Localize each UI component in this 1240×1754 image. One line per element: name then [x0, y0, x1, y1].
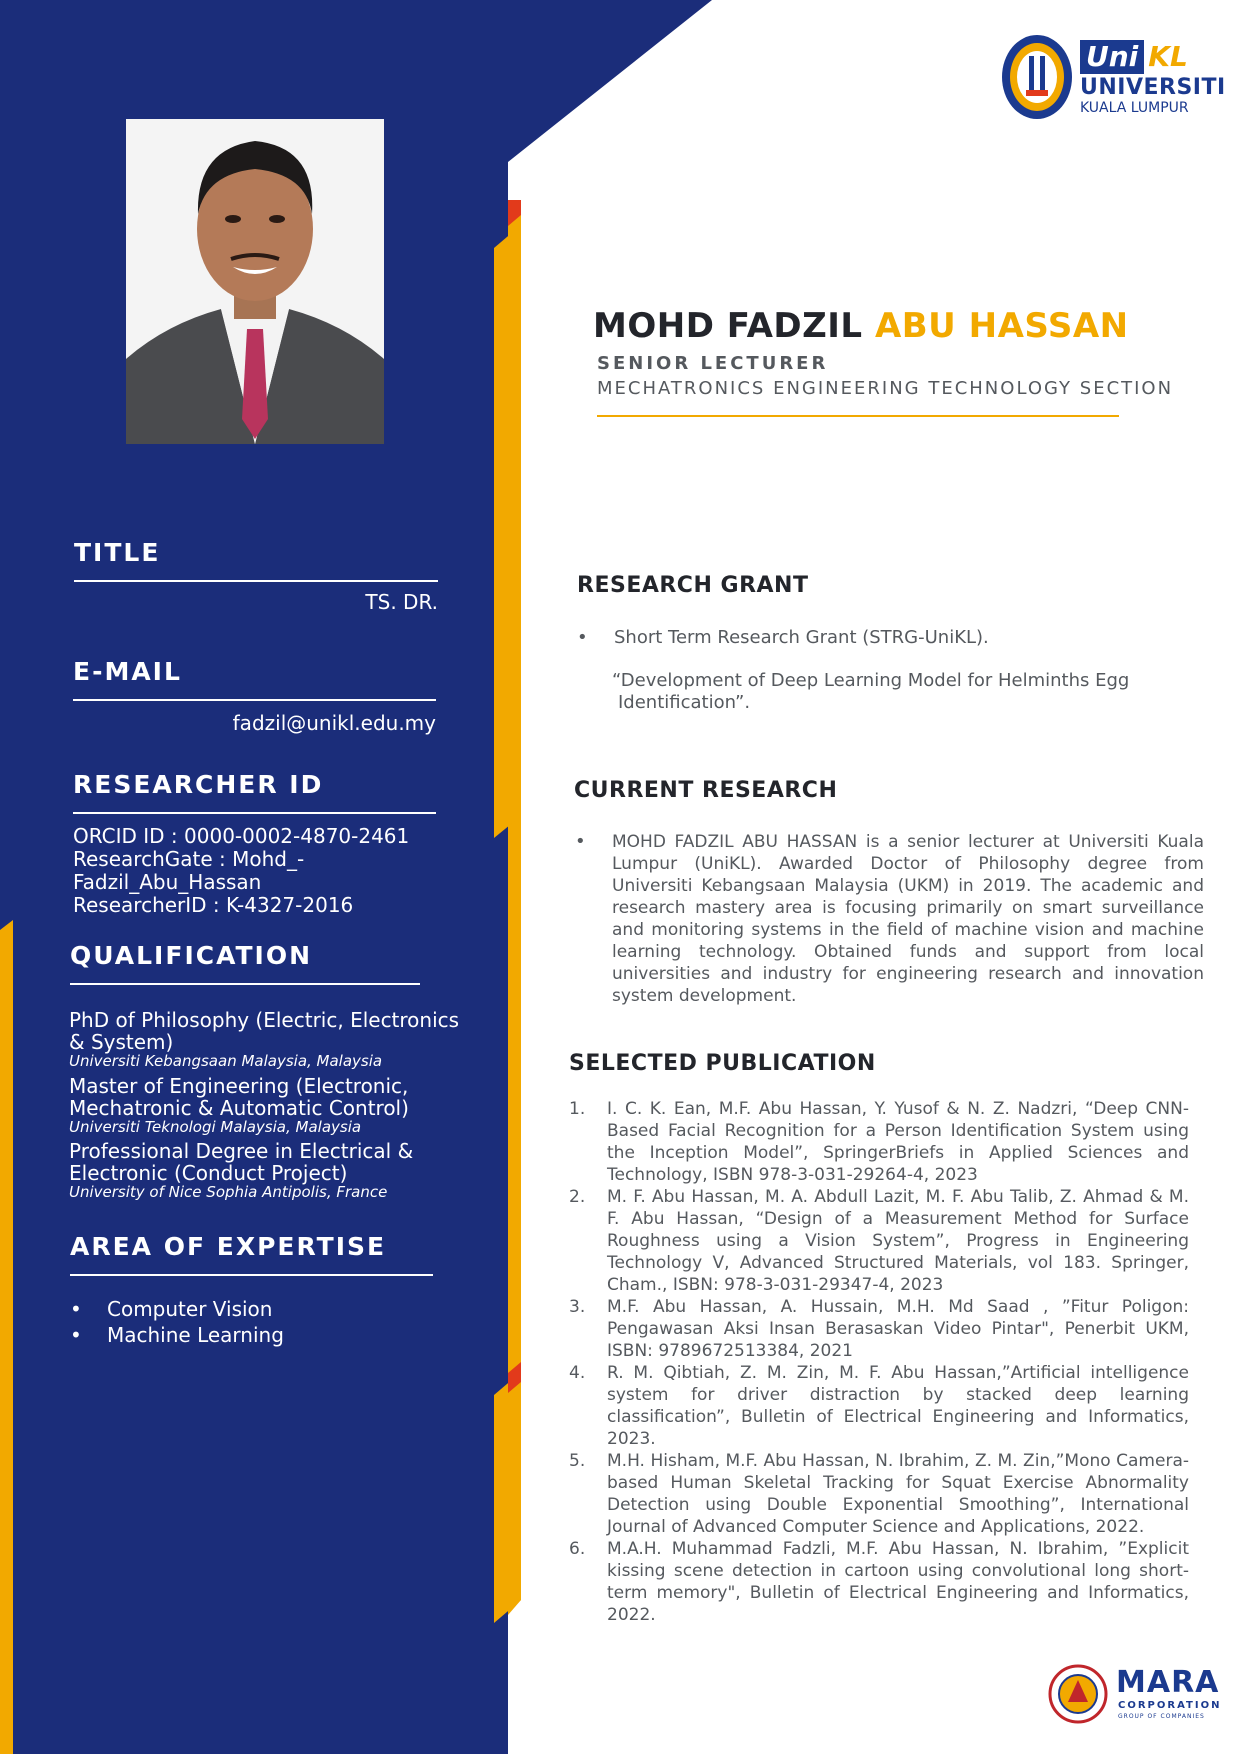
name-first: MOHD FADZIL: [593, 306, 863, 346]
research-grant-heading: RESEARCH GRANT: [577, 573, 809, 598]
qualification-rule: [70, 983, 420, 985]
current-research-heading: CURRENT RESEARCH: [574, 778, 838, 803]
yellow-edge-block-bottom: [494, 1372, 521, 1623]
bullet-icon: •: [577, 627, 588, 648]
publication-text: R. M. Qibtiah, Z. M. Zin, M. F. Abu Hassan,”Artificial intelligence system for driver distraction by stacked deep learning classification”, Bulletin of Electrical Engineering and Informatics, 2023.: [607, 1363, 1189, 1449]
profile-photo: [126, 119, 384, 444]
name-last: ABU HASSAN: [874, 306, 1129, 346]
unikl-mark: Uni: [1080, 40, 1144, 74]
list-item: 6. M.A.H. Muhammad Fadzli, M.F. Abu Hassan, N. Ibrahim, ”Explicit kissing scene detection in cartoon using convolutional long short-term memory", Bulletin of Electrical Engineering and Informatics, 2022.: [569, 1539, 1189, 1625]
publication-text: M.F. Abu Hassan, A. Hussain, M.H. Md Saad , ”Fitur Poligon: Pengawasan Aksi Insan Berasaskan Video Pintar", Penerbit UKM, ISBN: 9789672513384, 2021: [607, 1297, 1189, 1361]
researcherid-line: ResearcherID : K-4327-2016: [73, 893, 354, 917]
researchgate-line-1: ResearchGate : Mohd_-: [73, 847, 305, 871]
mara-corp: CORPORATION: [1118, 1700, 1222, 1711]
researchgate-line-2: Fadzil_Abu_Hassan: [73, 870, 262, 894]
profile-name: [593, 306, 1129, 346]
grant-title-line1: “Development of Deep Learning Model for Helminths Egg: [612, 670, 1130, 691]
expertise-item: Machine Learning: [107, 1323, 284, 1347]
grant-item: Short Term Research Grant (STRG-UniKL).: [614, 627, 989, 648]
qualification-degree: Professional Degree in Electrical & Electronic (Conduct Project): [69, 1139, 414, 1185]
mara-word: MARA: [1116, 1665, 1220, 1700]
list-item: 4. R. M. Qibtiah, Z. M. Zin, M. F. Abu Hassan,”Artificial intelligence system for driver distraction by stacked deep learning classification”, Bulletin of Electrical Engineering and Informatics, 2023.: [569, 1363, 1189, 1449]
expertise-heading: AREA OF EXPERTISE: [70, 1232, 387, 1261]
publication-text: I. C. K. Ean, M.F. Abu Hassan, Y. Yusof & N. Z. Nadzri, “Deep CNN-Based Facial Recognition for a Person Identification System using the Inception Model”, SpringerBriefs in Applied Sciences and Technology, ISBN 978-3-031-29264-4, 2023: [607, 1099, 1189, 1185]
unikl-seal-icon: [1001, 34, 1073, 120]
qualification-item: [69, 1140, 449, 1201]
qualification-item: [69, 1009, 474, 1070]
unikl-line2: KUALA LUMPUR: [1080, 100, 1189, 116]
qualification-degree: PhD of Philosophy (Electric, Electronics & System): [69, 1008, 460, 1054]
orcid-line: ORCID ID : 0000-0002-4870-2461: [73, 824, 410, 848]
list-item: 5. M.H. Hisham, M.F. Abu Hassan, N. Ibrahim, Z. M. Zin,”Mono Camera-based Human Skeletal Tracking for Squat Exercise Abnormality Detection using Double Exponential Smoothing”, International Journal of Advanced Computer Science and Applications, 2022.: [569, 1451, 1189, 1537]
list-item: 3. M.F. Abu Hassan, A. Hussain, M.H. Md Saad , ”Fitur Poligon: Pengawasan Aksi Insan Berasaskan Video Pintar", Penerbit UKM, ISBN: 9789672513384, 2021: [569, 1297, 1189, 1361]
expertise-item: Computer Vision: [107, 1297, 273, 1321]
researcher-id-rule: [73, 812, 436, 814]
unikl-line1: UNIVERSITI: [1080, 75, 1226, 100]
list-item: 1. I. C. K. Ean, M.F. Abu Hassan, Y. Yusof & N. Z. Nadzri, “Deep CNN-Based Facial Recognition for a Person Identification System using the Inception Model”, SpringerBriefs in Applied Sciences and Technology, ISBN 978-3-031-29264-4, 2023: [569, 1099, 1189, 1185]
expertise-list: [70, 1296, 284, 1348]
publication-text: M.H. Hisham, M.F. Abu Hassan, N. Ibrahim, Z. M. Zin,”Mono Camera-based Human Skeletal Tracking for Squat Exercise Abnormality Detection using Double Exponential Smoothing”, International Journal of Advanced Computer Science and Applications, 2022.: [607, 1451, 1189, 1537]
qualification-university: Universiti Kebangsaan Malaysia, Malaysia: [69, 1052, 383, 1070]
mara-seal-icon: [1048, 1664, 1108, 1724]
list-item: • Machine Learning: [70, 1323, 284, 1347]
left-yellow-stripe: [0, 920, 13, 1754]
researcher-id-heading: RESEARCHER ID: [73, 770, 324, 799]
email-rule: [73, 699, 436, 701]
mara-logo: [1048, 1664, 1222, 1724]
portrait-image: [126, 119, 384, 444]
qualification-item: [69, 1075, 449, 1136]
qualification-heading: QUALIFICATION: [70, 941, 313, 970]
name-underline: [597, 415, 1119, 417]
qualification-university: Universiti Teknologi Malaysia, Malaysia: [69, 1118, 362, 1136]
current-research-text: MOHD FADZIL ABU HASSAN is a senior lecturer at Universiti Kuala Lumpur (UniKL). Awarded Doctor of Philosophy degree from Universiti Kebangsaan Malaysia (UKM) in 2019. The academic and research mastery area is focusing primarily on smart surveillance and monitoring systems in the field of machine vision and machine learning technology. Obtained funds and support from local universities and industry for engineering research and innovation system development.: [612, 832, 1204, 1006]
qualification-degree: Master of Engineering (Electronic, Mechatronic & Automatic Control): [69, 1074, 409, 1120]
selected-publication-heading: SELECTED PUBLICATION: [569, 1051, 876, 1076]
email-heading: E-MAIL: [73, 657, 182, 686]
list-item: 2. M. F. Abu Hassan, M. A. Abdull Lazit, M. F. Abu Talib, Z. Ahmad & M. F. Abu Hassan, “Design of a Measurement Method for Surface Roughness using a Vision System”, Progress in Engineering Technology V, Advanced Structured Materials, vol 183. Springer, Cham., ISBN: 978-3-031-29347-4, 2023: [569, 1187, 1189, 1295]
bullet-icon: •: [575, 831, 586, 852]
email-value: fadzil@unikl.edu.my: [232, 711, 436, 735]
section-title: MECHATRONICS ENGINEERING TECHNOLOGY SECTION: [597, 378, 1174, 399]
list-item: • Computer Vision: [70, 1297, 273, 1321]
researcher-id-block: [73, 825, 453, 917]
expertise-rule: [70, 1274, 433, 1276]
position-title: SENIOR LECTURER: [597, 353, 829, 374]
title-heading: TITLE: [74, 538, 161, 567]
unikl-kl: KL: [1148, 40, 1188, 73]
title-rule: [74, 580, 438, 582]
title-value: TS. DR.: [365, 590, 438, 614]
publication-list: [569, 1098, 1189, 1626]
mara-group: GROUP OF COMPANIES: [1118, 1713, 1205, 1720]
unikl-logo: [1080, 40, 1226, 116]
grant-title-line2: Identification”.: [618, 692, 751, 713]
publication-text: M.A.H. Muhammad Fadzli, M.F. Abu Hassan, N. Ibrahim, ”Explicit kissing scene detection in cartoon using convolutional long short-term memory", Bulletin of Electrical Engineering and Informatics, 2022.: [607, 1539, 1189, 1625]
yellow-edge-block-top: [494, 225, 521, 838]
qualification-university: University of Nice Sophia Antipolis, France: [69, 1183, 388, 1201]
publication-text: M. F. Abu Hassan, M. A. Abdull Lazit, M. F. Abu Talib, Z. Ahmad & M. F. Abu Hassan, “Design of a Measurement Method for Surface Roughness using a Vision System”, Progress in Engineering Technology V, Advanced Structured Materials, vol 183. Springer, Cham., ISBN: 978-3-031-29347-4, 2023: [607, 1187, 1189, 1295]
